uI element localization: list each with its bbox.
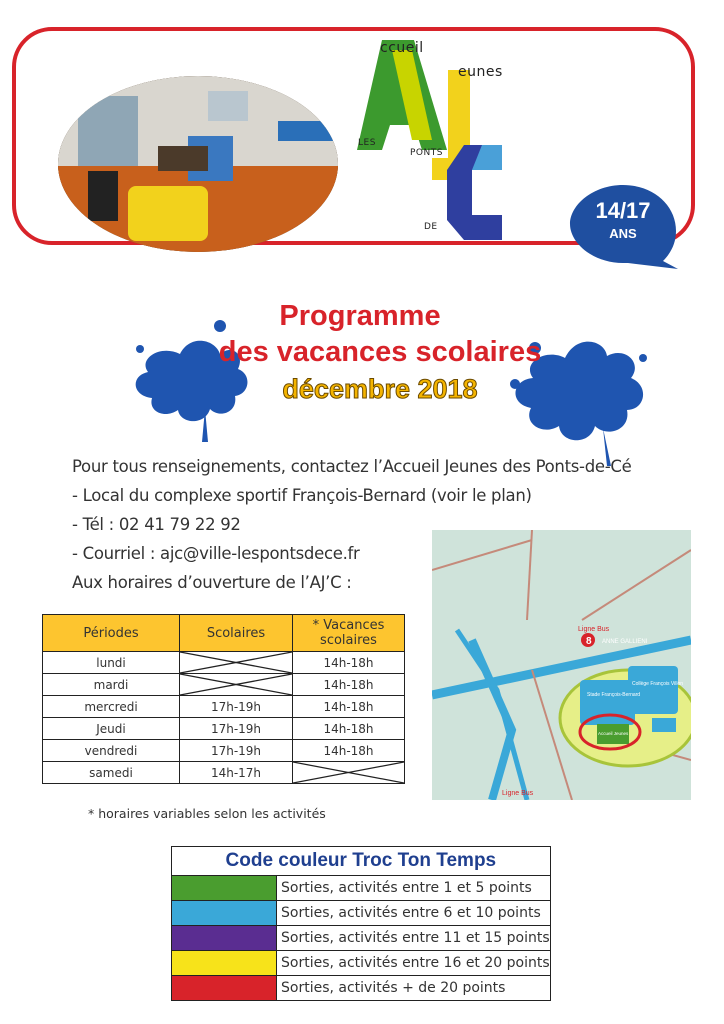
table-row bbox=[172, 951, 551, 976]
info-line-location: - Local du complexe sportif François-Bernard (voir le plan) bbox=[72, 486, 532, 505]
color-code-table bbox=[171, 846, 551, 1001]
day-cell: mardi bbox=[43, 674, 180, 696]
vacances-cell: 14h-18h bbox=[293, 696, 405, 718]
logo-text-ponts: PONTS bbox=[410, 148, 443, 158]
day-cell: Jeudi bbox=[43, 718, 180, 740]
scolaires-cell: 17h-19h bbox=[180, 740, 293, 762]
logo-text-accueil: ccueil bbox=[380, 40, 424, 56]
vacances-cell: 14h-18h bbox=[293, 652, 405, 674]
map-college-label: Collège François Villon bbox=[632, 681, 684, 687]
color-label: Sorties, activités entre 11 et 15 points bbox=[277, 926, 551, 951]
table-row bbox=[43, 696, 405, 718]
scolaires-cell: 17h-19h bbox=[180, 696, 293, 718]
color-label: Sorties, activités entre 6 et 10 points bbox=[277, 901, 551, 926]
scolaires-cell: 14h-17h bbox=[180, 762, 293, 784]
title-vacances: des vacances scolaires bbox=[218, 336, 542, 368]
info-line-email: - Courriel : ajc@ville-lespontsdece.fr bbox=[72, 544, 360, 563]
vacances-cell: 14h-18h bbox=[293, 740, 405, 762]
day-cell: samedi bbox=[43, 762, 180, 784]
table-row bbox=[172, 876, 551, 901]
table-row bbox=[172, 926, 551, 951]
color-swatch-yellow bbox=[172, 951, 277, 976]
cross-mark-icon bbox=[180, 652, 292, 673]
header-vacances: * Vacances scolaires bbox=[293, 615, 405, 652]
color-label: Sorties, activités + de 20 points bbox=[277, 976, 551, 1001]
logo-text-les: LES bbox=[358, 138, 376, 148]
table-row bbox=[43, 652, 405, 674]
age-range: 14/17 bbox=[595, 198, 651, 223]
day-cell: lundi bbox=[43, 652, 180, 674]
blue-paint-splat-left bbox=[120, 314, 260, 444]
youth-room-photo bbox=[58, 76, 338, 252]
map-accueil-label: Accueil Jeunes bbox=[598, 731, 629, 736]
day-cell: vendredi bbox=[43, 740, 180, 762]
title-programme: Programme bbox=[279, 300, 441, 332]
info-line-phone: - Tél : 02 41 79 22 92 bbox=[72, 515, 241, 534]
table-row bbox=[172, 901, 551, 926]
color-label: Sorties, activités entre 16 et 20 points bbox=[277, 951, 551, 976]
location-map bbox=[432, 530, 691, 800]
table-row bbox=[43, 674, 405, 696]
info-line-hours: Aux horaires d’ouverture de l’AJ’C : bbox=[72, 573, 352, 592]
closed-cross-cell bbox=[180, 652, 293, 674]
map-bus-number: 8 bbox=[586, 636, 592, 647]
closed-cross-cell bbox=[180, 674, 293, 696]
title-date: décembre 2018 bbox=[282, 374, 478, 404]
logo-text-jeunes: eunes bbox=[458, 64, 503, 80]
map-stade-label: Stade François-Bernard bbox=[587, 692, 641, 698]
map-bus-label-bottom: Ligne Bus bbox=[502, 790, 534, 797]
schedule-header-row bbox=[43, 615, 405, 652]
cross-mark-icon bbox=[293, 762, 404, 783]
color-swatch-purple bbox=[172, 926, 277, 951]
map-bus-label-top: Ligne Bus bbox=[578, 626, 610, 633]
color-label: Sorties, activités entre 1 et 5 points bbox=[277, 876, 551, 901]
table-row bbox=[43, 718, 405, 740]
day-cell: mercredi bbox=[43, 696, 180, 718]
map-street-label: ANNE GALLIENI bbox=[602, 639, 648, 645]
cross-mark-icon bbox=[180, 674, 292, 695]
table-row bbox=[43, 762, 405, 784]
logo-text-de: DE bbox=[424, 222, 438, 232]
color-swatch-light-blue bbox=[172, 901, 277, 926]
ajc-logo bbox=[352, 30, 522, 240]
header-scolaires: Scolaires bbox=[180, 615, 293, 652]
color-swatch-red bbox=[172, 976, 277, 1001]
table-row bbox=[43, 740, 405, 762]
age-unit: ANS bbox=[609, 226, 637, 241]
header-periodes: Périodes bbox=[43, 615, 180, 652]
color-code-title: Code couleur Troc Ton Temps bbox=[172, 847, 551, 876]
scolaires-cell: 17h-19h bbox=[180, 718, 293, 740]
schedule-table bbox=[42, 614, 405, 784]
table-row bbox=[172, 976, 551, 1001]
closed-cross-cell bbox=[293, 762, 405, 784]
vacances-cell: 14h-18h bbox=[293, 674, 405, 696]
vacances-cell: 14h-18h bbox=[293, 718, 405, 740]
info-line-contact: Pour tous renseignements, contactez l’Accueil Jeunes des Ponts-de-Cé bbox=[72, 457, 632, 476]
schedule-note: * horaires variables selon les activités bbox=[88, 806, 326, 821]
color-swatch-green bbox=[172, 876, 277, 901]
